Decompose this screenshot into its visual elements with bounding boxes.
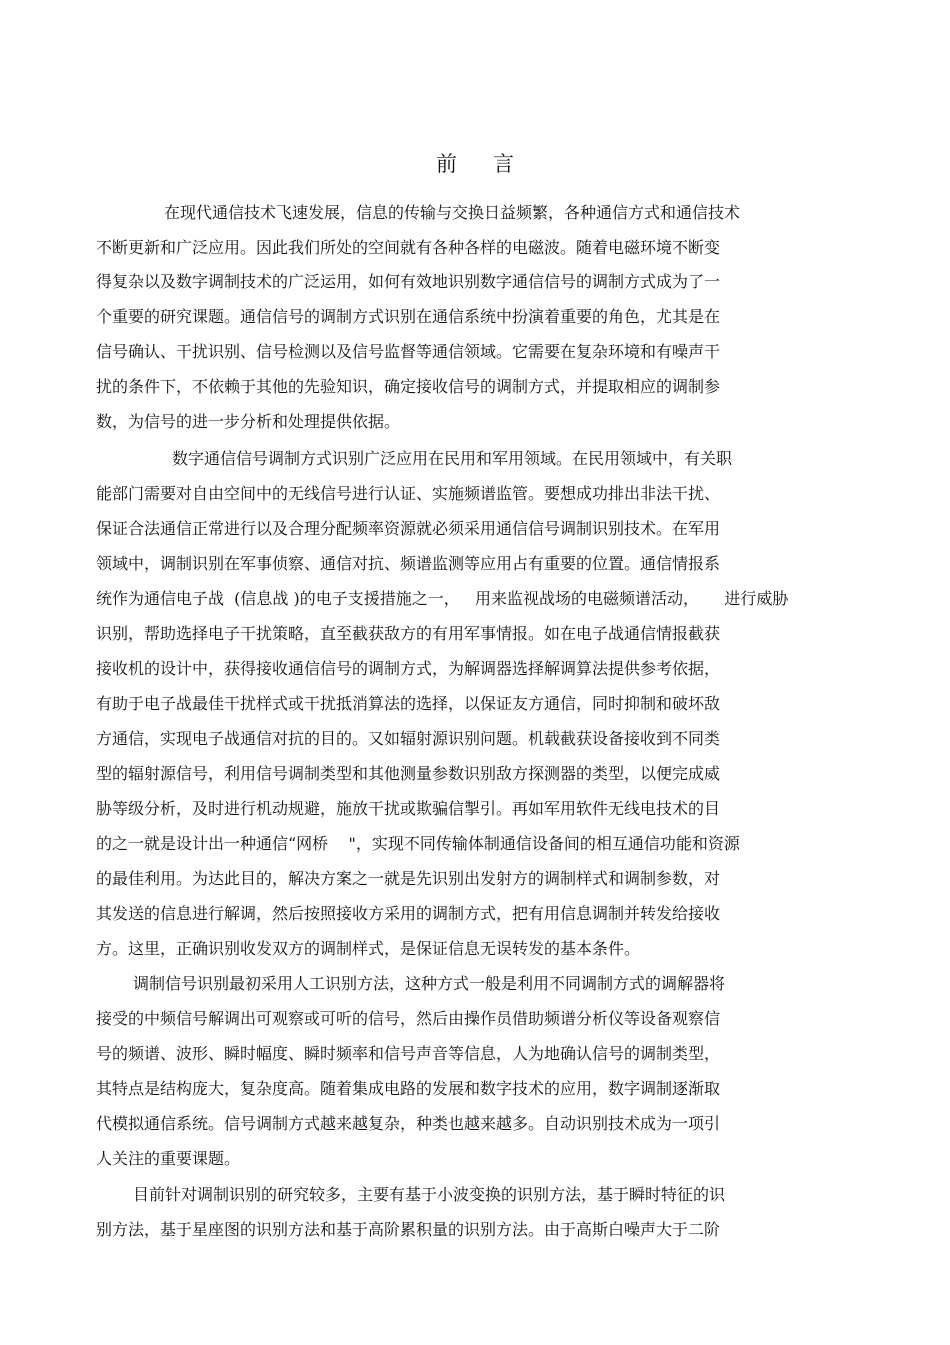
para4-line1: 目前针对调制识别的研究较多，主要有基于小波变换的识别方法，基于瞬时特征的识 xyxy=(133,1185,726,1204)
para2-line5: 统作为通信电子战 (信息战 )的电子支援措施之一， 用来监视战场的电磁频谱活动， 进行威胁 xyxy=(96,589,789,608)
para2-line8: 有助于电子战最佳干扰样式或干扰抵消算法的选择，以保证友方通信，同时抑制和破坏敌 xyxy=(96,694,721,713)
para2-line4: 领域中，调制识别在军事侦察、通信对抗、频谱监测等应用占有重要的位置。通信情报系 xyxy=(96,554,721,573)
para3-line3: 号的频谱、波形、瞬时幅度、瞬时频率和信号声音等信息，人为地确认信号的调制类型， xyxy=(96,1044,721,1063)
para1-line6: 扰的条件下，不依赖于其他的先验知识，确定接收信号的调制方式，并提取相应的调制参 xyxy=(96,377,721,396)
para2-line10: 型的辐射源信号，利用信号调制类型和其他测量参数识别敌方探测器的类型，以便完成威 xyxy=(96,764,721,783)
para2-line9: 方通信，实现电子战通信对抗的目的。又如辐射源识别问题。机载截获设备接收到不同类 xyxy=(96,729,721,748)
para2-line7: 接收机的设计中，获得接收通信信号的调制方式，为解调器选择解调算法提供参考依据， xyxy=(96,659,721,678)
para2-line12: 的之一就是设计出一种通信“网桥 "，实现不同传输体制通信设备间的相互通信功能和资源 xyxy=(96,834,740,853)
para1-line5: 信号确认、干扰识别、信号检测以及信号监督等通信领域。它需要在复杂环境和有噪声干 xyxy=(96,342,721,361)
para3-line1: 调制信号识别最初采用人工识别方法，这种方式一般是利用不同调制方式的调解器将 xyxy=(133,974,726,993)
para3-line5: 代模拟通信系统。信号调制方式越来越复杂，种类也越来越多。自动识别技术成为一项引 xyxy=(96,1114,721,1133)
title-char-1: 前 xyxy=(436,152,457,176)
para2-line15: 方。这里，正确识别收发双方的调制样式，是保证信息无误转发的基本条件。 xyxy=(96,939,641,958)
para2-line11: 胁等级分析，及时进行机动规避，施放干扰或欺骗信掣引。再如军用软件无线电技术的目 xyxy=(96,799,721,818)
title-char-2: 言 xyxy=(493,152,514,176)
para2-line14: 其发送的信息进行解调，然后按照接收方采用的调制方式，把有用信息调制并转发给接收 xyxy=(96,904,721,923)
page-title xyxy=(0,148,950,178)
para1-line7: 数，为信号的进一步分析和处理提供依据。 xyxy=(96,412,401,431)
para3-line6: 人关注的重要课题。 xyxy=(96,1149,241,1168)
para2-line3: 保证合法通信正常进行以及合理分配频率资源就必须采用通信信号调制识别技术。在军用 xyxy=(96,519,721,538)
para1-line4: 个重要的研究课题。通信信号的调制方式识别在通信系统中扮演着重要的角色，尤其是在 xyxy=(96,307,721,326)
para2-line13: 的最佳利用。为达此目的，解决方案之一就是先识别出发射方的调制样式和调制参数，对 xyxy=(96,869,721,888)
para4-line2: 别方法，基于星座图的识别方法和基于高阶累积量的识别方法。由于高斯白噪声大于二阶 xyxy=(96,1220,721,1239)
para1-line2: 不断更新和广泛应用。因此我们所处的空间就有各种各样的电磁波。随着电磁环境不断变 xyxy=(96,238,721,257)
para3-line2: 接受的中频信号解调出可观察或可听的信号，然后由操作员借助频谱分析仪等设备观察信 xyxy=(96,1009,721,1028)
para1-line1: 在现代通信技术飞速发展，信息的传输与交换日益频繁，各种通信方式和通信技术 xyxy=(164,203,741,222)
para2-line1: 数字通信信号调制方式识别广泛应用在民用和军用领域。在民用领域中，有关职 xyxy=(172,449,733,468)
para2-line6: 识别，帮助选择电子干扰策略，直至截获敌方的有用军事情报。如在电子战通信情报截获 xyxy=(96,624,721,643)
para3-line4: 其特点是结构庞大，复杂度高。随着集成电路的发展和数字技术的应用，数字调制逐渐取 xyxy=(96,1079,721,1098)
para2-line2: 能部门需要对自由空间中的无线信号进行认证、实施频谱监管。要想成功排出非法干扰、 xyxy=(96,484,721,503)
para1-line3: 得复杂以及数字调制技术的广泛运用，如何有效地识别数字通信信号的调制方式成为了一 xyxy=(96,272,721,291)
